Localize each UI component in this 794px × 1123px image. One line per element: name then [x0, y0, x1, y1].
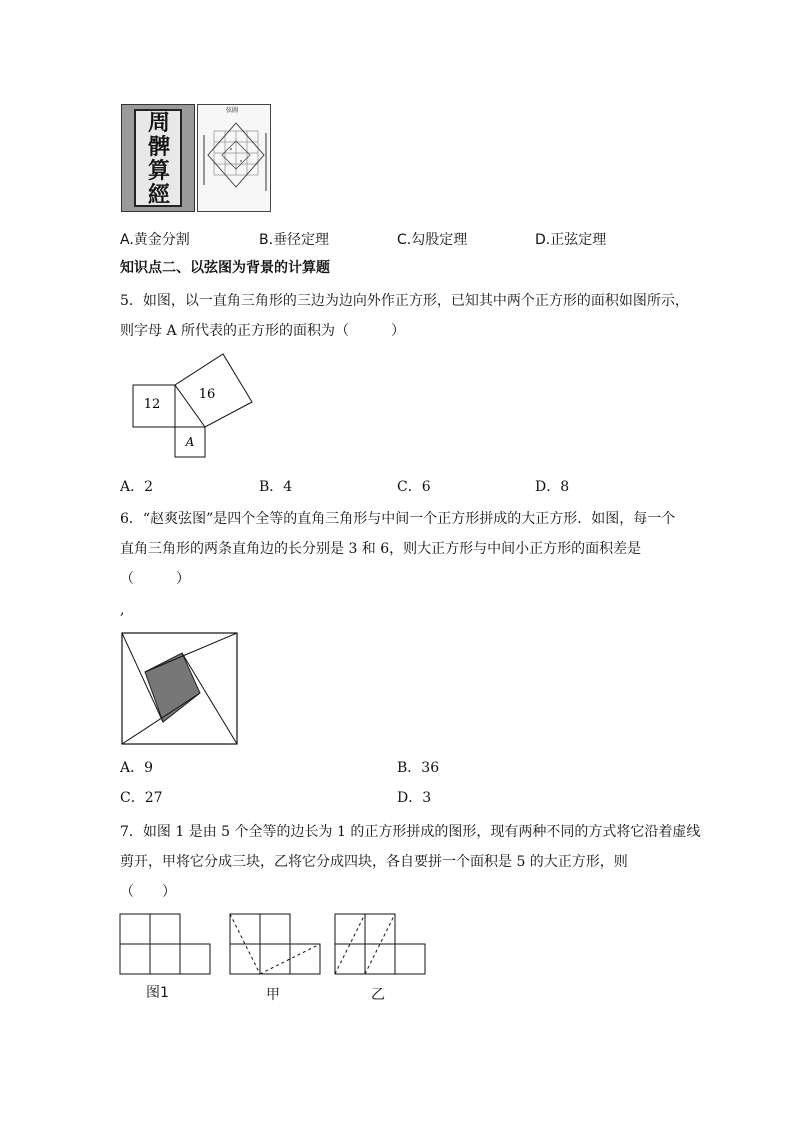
xiantu-grid-graphic [198, 105, 272, 213]
q6-stem-line1: 6．“赵爽弦图”是四个全等的直角三角形与中间一个正方形拼成的大正方形．如图，每一个 [120, 511, 676, 527]
q7-figure-yi [334, 913, 426, 977]
q5-option-a[interactable]: A．2 [120, 479, 154, 495]
ancient-xiantu-image [197, 104, 271, 212]
q6-stem-line3: （ ） [120, 571, 190, 587]
cover-char: 周 [147, 110, 170, 136]
diagram-title: 弦圖 [226, 107, 239, 114]
q6-option-a[interactable]: A．9 [120, 760, 154, 776]
q5-label-a: A [185, 435, 195, 449]
q7-caption-fig1: 图1 [146, 985, 169, 1001]
q5-stem-line2: 则字母 A 所代表的正方形的面积为（ ） [120, 323, 406, 339]
q7-caption-yi: 乙 [371, 987, 385, 1003]
q6-option-d[interactable]: D．3 [397, 790, 432, 806]
section-heading: 知识点二、以弦图为背景的计算题 [120, 260, 330, 276]
q6-zhaoshuang-figure [121, 632, 239, 746]
q7-stem-line3: （ ） [120, 884, 176, 900]
q4-option-b[interactable]: B.垂径定理 [259, 232, 330, 248]
q6-stray-mark: , [120, 602, 125, 618]
q5-figure [128, 352, 258, 462]
q5-option-d[interactable]: D．8 [535, 479, 570, 495]
q5-label-12: 12 [143, 397, 161, 412]
q5-option-c[interactable]: C．6 [397, 479, 431, 495]
q6-option-c[interactable]: C．27 [120, 790, 163, 806]
q7-caption-jia: 甲 [266, 987, 280, 1003]
q5-option-b[interactable]: B．4 [259, 479, 293, 495]
q7-stem-line1: 7．如图 1 是由 5 个全等的边长为 1 的正方形拼成的图形，现有两种不同的方式将它沿着虚线 [120, 824, 701, 840]
q6-inner-square [145, 653, 200, 722]
book-cover-image [121, 104, 195, 212]
q6-option-b[interactable]: B．36 [397, 760, 440, 776]
q4-option-d[interactable]: D.正弦定理 [535, 232, 607, 248]
cover-char: 算 [147, 158, 170, 184]
q7-figure-1 [119, 913, 211, 977]
q7-stem-line2: 剪开，甲将它分成三块，乙将它分成四块，各自要拼一个面积是 5 的大正方形，则 [120, 854, 628, 870]
q5-label-16: 16 [198, 387, 216, 402]
cover-char: 髀 [147, 134, 170, 160]
cover-char: 經 [147, 182, 170, 208]
q7-figure-jia [229, 913, 321, 977]
q4-option-a[interactable]: A.黄金分割 [120, 232, 190, 248]
q6-stem-line2: 直角三角形的两条直角边的长分别是 3 和 6，则大正方形与中间小正方形的面积差是 [120, 541, 642, 557]
q4-option-c[interactable]: C.勾股定理 [397, 232, 468, 248]
q5-stem-line1: 5．如图，以一直角三角形的三边为边向外作正方形，已知其中两个正方形的面积如图所示， [120, 293, 689, 309]
